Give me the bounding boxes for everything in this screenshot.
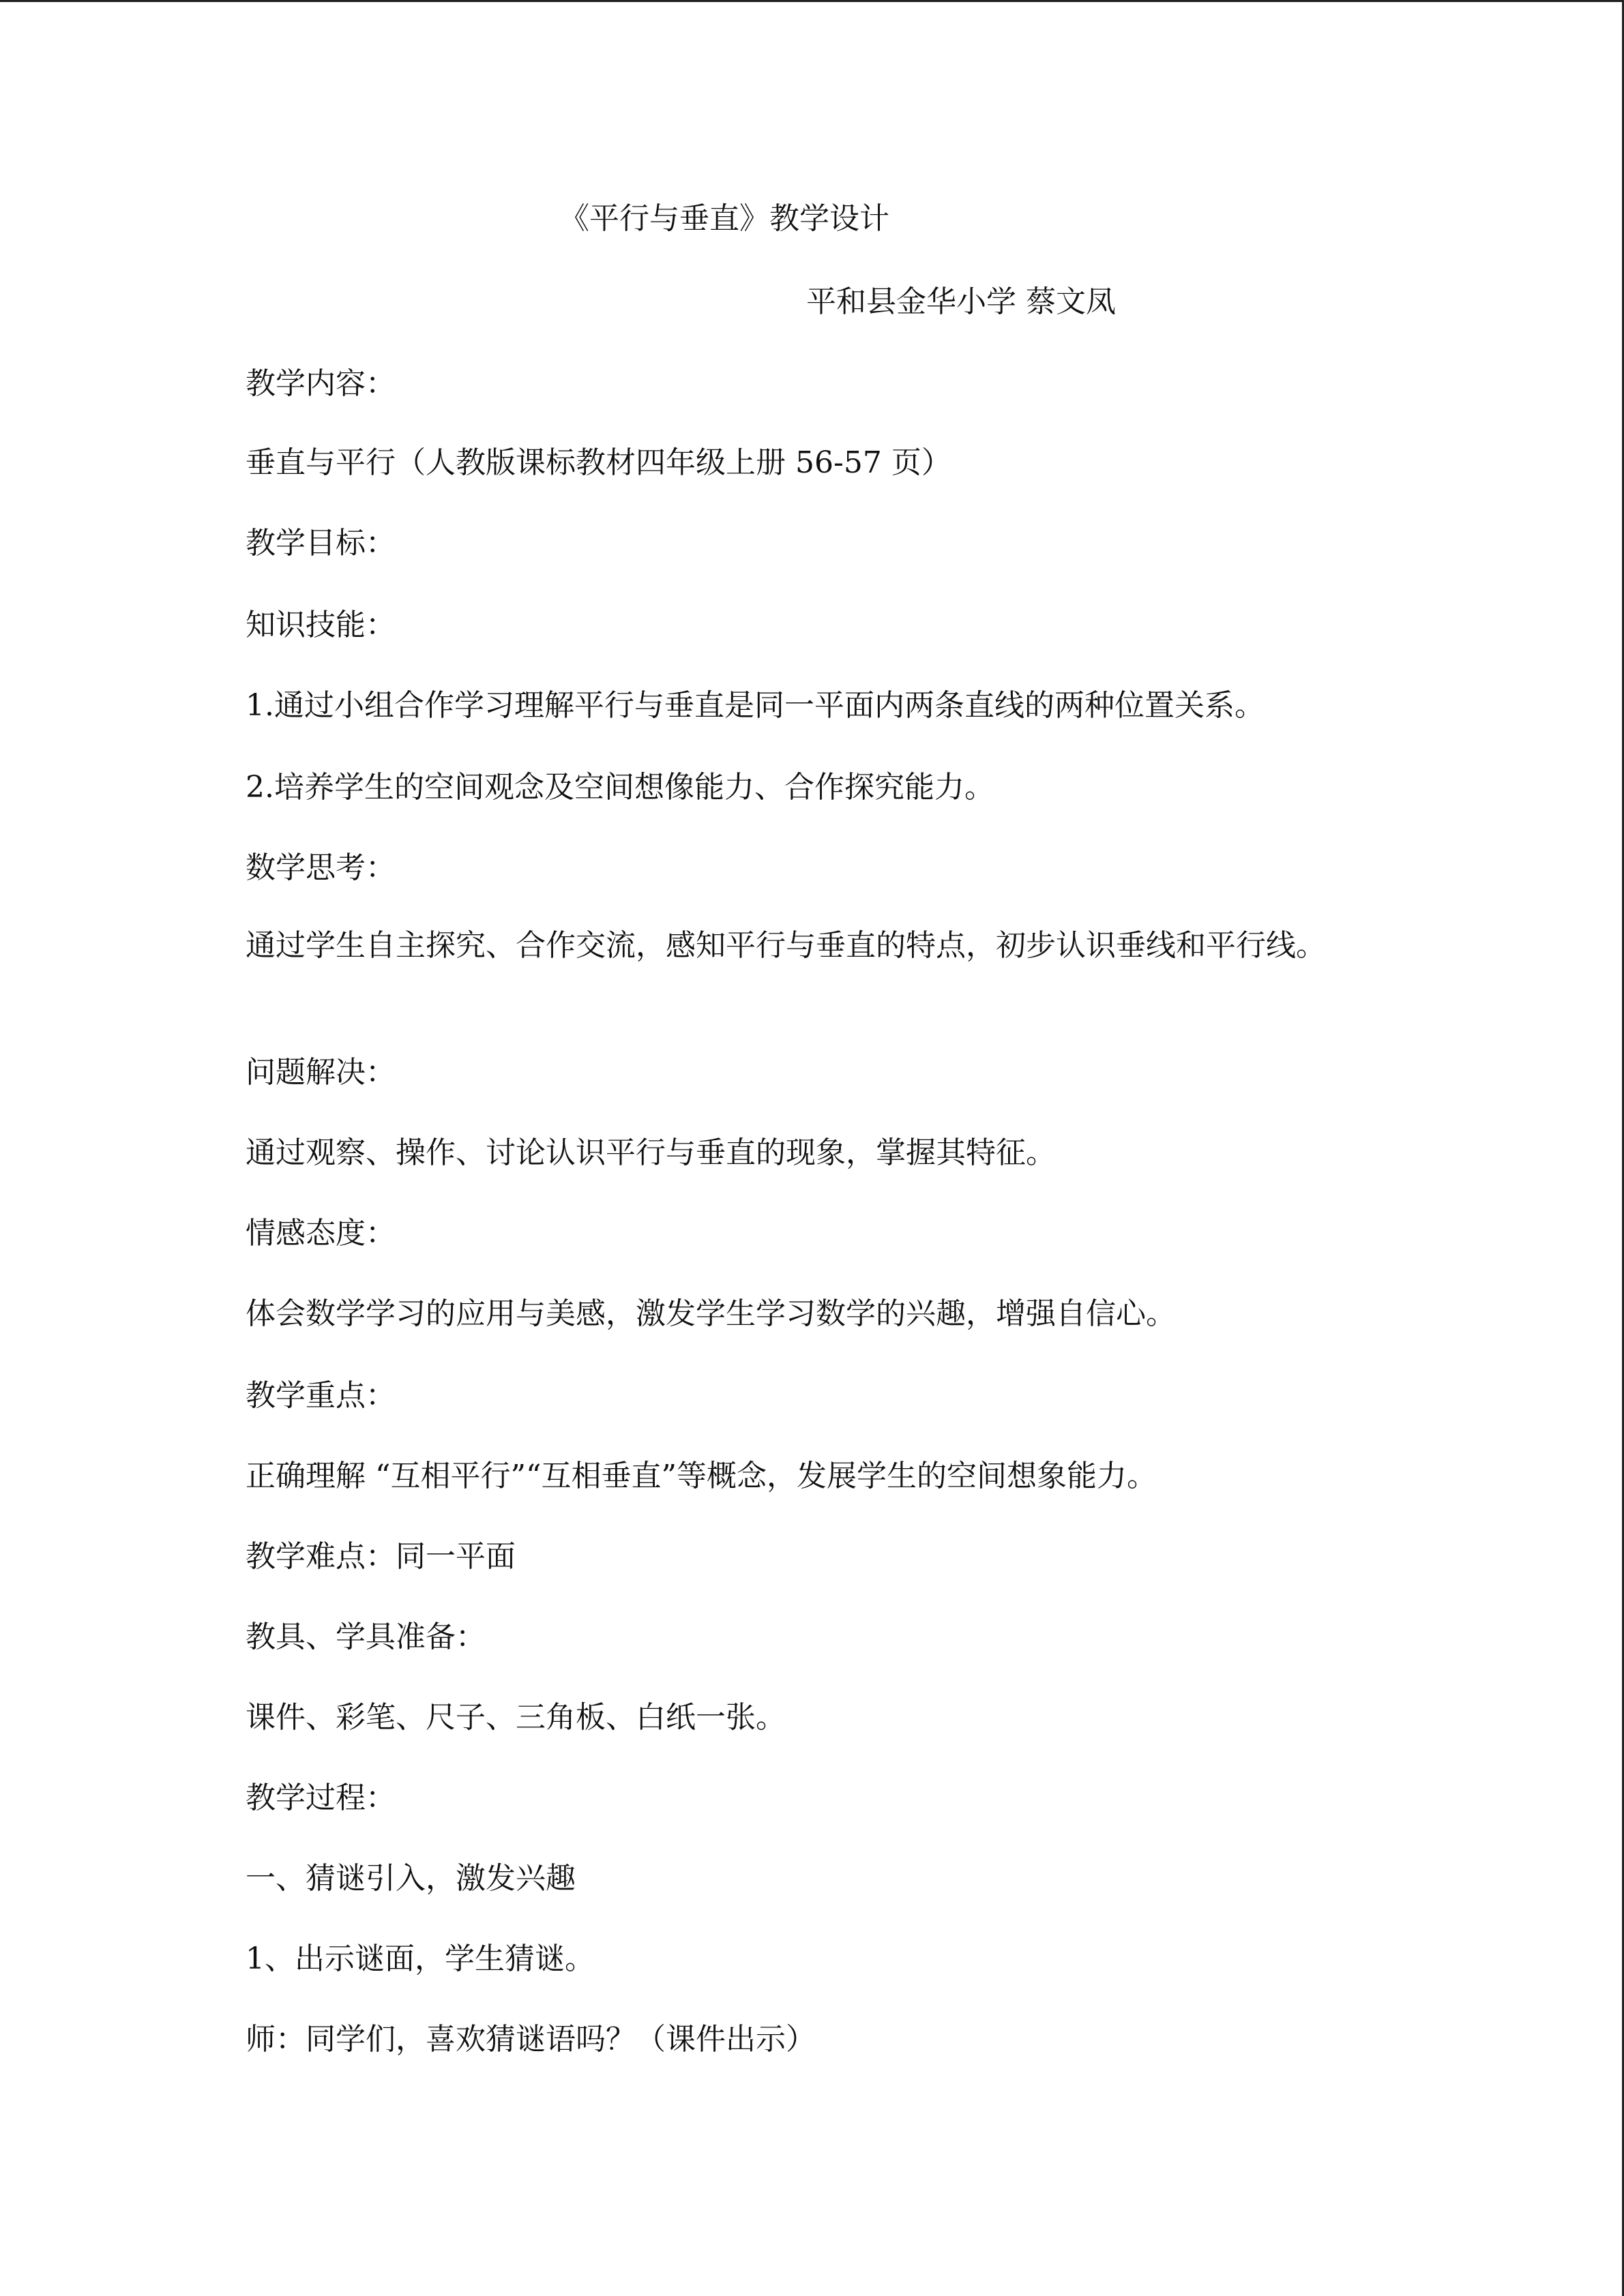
goal-1: 1.通过小组合作学习理解平行与垂直是同一平面内两条直线的两种位置关系。 — [246, 688, 1265, 723]
content-heading: 教学内容： — [246, 366, 396, 401]
document-title: 《平行与垂直》教学设计 — [559, 201, 889, 236]
goal-2: 2.培养学生的空间观念及空间想像能力、合作探究能力。 — [246, 770, 994, 805]
knowledge-heading: 知识技能： — [246, 608, 396, 642]
document-author: 平和县金华小学 蔡文凤 — [806, 284, 1116, 319]
difficulty: 教学难点：同一平面 — [246, 1539, 516, 1574]
math-thinking-heading: 数学思考： — [246, 850, 396, 885]
process-heading: 教学过程： — [246, 1780, 396, 1815]
content-text: 垂直与平行（人教版课标教材四年级上册 56-57 页） — [246, 445, 951, 480]
problem-heading: 问题解决： — [246, 1055, 396, 1090]
attitude-heading: 情感态度： — [246, 1216, 396, 1251]
problem-text: 通过观察、操作、讨论认识平行与垂直的现象，掌握其特征。 — [246, 1135, 1056, 1170]
key-heading: 教学重点： — [246, 1378, 396, 1413]
math-thinking-text: 通过学生自主探究、合作交流，感知平行与垂直的特点，初步认识垂线和平行线。 — [246, 928, 1326, 963]
key-text: 正确理解 “互相平行”“互相垂直”等概念，发展学生的空间想象能力。 — [246, 1459, 1157, 1493]
step-1-heading: 一、猜谜引入，激发兴趣 — [246, 1861, 576, 1896]
teacher-line: 师：同学们，喜欢猜谜语吗？（课件出示） — [246, 2022, 816, 2057]
attitude-text: 体会数学学习的应用与美感，激发学生学习数学的兴趣，增强自信心。 — [246, 1296, 1176, 1331]
step-1-item: 1、出示谜面，学生猜谜。 — [246, 1941, 595, 1976]
tools-heading: 教具、学具准备： — [246, 1620, 486, 1654]
goals-heading: 教学目标： — [246, 526, 396, 561]
tools-text: 课件、彩笔、尺子、三角板、白纸一张。 — [246, 1700, 786, 1735]
